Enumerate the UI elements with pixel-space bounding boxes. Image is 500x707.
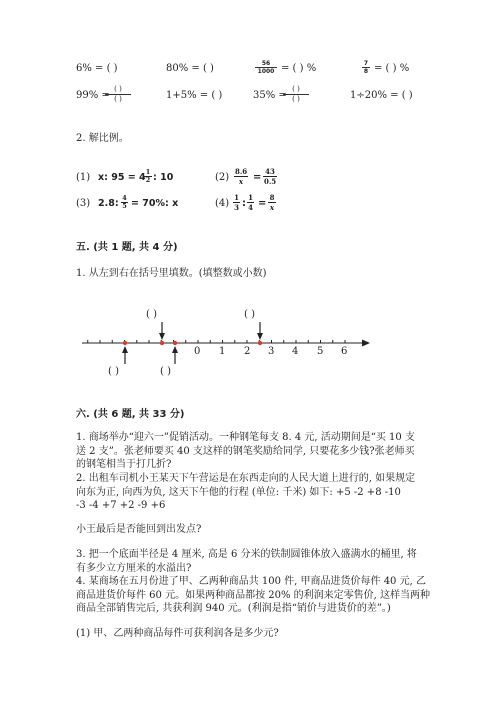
pct-item-6: 1+5% = ( ) [166, 90, 223, 101]
proportion-3-left: 2.8: [98, 198, 119, 209]
fraction-numerator: 1 [145, 168, 151, 176]
point-marker-1 [123, 341, 127, 345]
question-line: 1. 商场举办“迎六一”促销活动。一种钢笔每支 8. 4 元, 活动期间是“买 10 支 [76, 432, 415, 443]
fraction-numerator: 8.6 [235, 167, 248, 176]
proportion-heading: 2. 解比例。 [76, 133, 129, 144]
proportion-1-left: x: 95 = 4 [98, 172, 146, 183]
section-6-question-4-part-1: (1) 甲、乙两种商品每件可获利润各是多少元? [76, 628, 279, 639]
fraction-denominator: x [269, 203, 275, 212]
question-line: 商品进货价每件 60 元。如果两种商品都按 20% 的利润来定零售价, 这样当两种 [76, 589, 431, 601]
blank-bottom-1[interactable]: ( ) [108, 366, 119, 377]
arrow-down-1-head [159, 333, 165, 340]
section-6-question-3 [76, 548, 476, 575]
fraction-numerator: ( ) [283, 85, 309, 95]
section-6-question-2 [76, 472, 476, 513]
fraction-denominator: 1000 [257, 68, 275, 75]
question-line: 的钢笔相当于打几折? [76, 459, 172, 470]
pct-item-3: = ( ) % [281, 63, 317, 74]
pct-item-5-lead: 99% = [76, 90, 110, 101]
question-line: 3. 把一个底面半径是 4 厘米, 高是 6 分米的铁制圆锥体放入盛满水的桶里, 将 [76, 549, 417, 560]
tick-label-5: 5 [317, 346, 324, 357]
fraction-numerator: 56 [255, 60, 277, 68]
tick-label-3: 3 [268, 346, 275, 357]
fraction-numerator: 8 [269, 193, 275, 202]
tick-label-4: 4 [292, 346, 299, 357]
fraction-denominator: 5 [122, 202, 127, 210]
proportion-4-colon: : [242, 198, 246, 209]
fraction-numerator: 43 [263, 167, 277, 177]
proportion-3-right: = 70%: x [131, 198, 179, 209]
question-line: 2. 出租车司机小王某天下午营运是在东西走向的人民大道上进行的, 如果规定 [76, 473, 416, 484]
question-line: 送 2 支”。张老师要买 40 支这样的钢笔奖励给同学, 只要花多少钱?张老师买 [76, 445, 415, 457]
arrow-up-2-head [172, 346, 178, 353]
fraction-denominator: 0.5 [264, 177, 277, 186]
pct-item-1: 6% = ( ) [76, 63, 118, 74]
blank-bottom-2[interactable]: ( ) [160, 366, 171, 377]
tick-label-2: 2 [244, 346, 251, 357]
question-line: 有多少立方厘米的水溢出? [76, 562, 192, 574]
point-marker-2 [160, 341, 164, 345]
pct-item-4: = ( ) % [374, 63, 410, 74]
number-line-arrowhead [362, 340, 370, 347]
fraction-numerator: 1 [234, 193, 239, 202]
fraction-denominator: 8 [363, 68, 369, 75]
fraction-numerator: 1 [248, 193, 253, 202]
tick-label-6: 6 [341, 346, 348, 357]
fraction-denominator: 4 [248, 203, 253, 212]
pct-item-2: 80% = ( ) [166, 63, 214, 74]
question-line: 4. 某商场在五月份进了甲、乙两种商品共 100 件, 甲商品进货价每件 40 元, 乙 [76, 576, 426, 587]
pct-item-8: 1÷20% = ( ) [350, 90, 413, 101]
fraction-numerator: ( ) [105, 85, 131, 95]
section-6-title: 六. (共 6 题, 共 33 分) [76, 409, 185, 420]
question-line: 商品全部销售完后, 共获利润 940 元。(利润是指“销价与进货价的差”。) [76, 603, 391, 614]
point-marker-4 [258, 341, 262, 345]
fraction-denominator: ( ) [114, 95, 122, 103]
section-5-title: 五. (共 1 题, 共 4 分) [76, 242, 178, 253]
fraction-numerator: 7 [363, 60, 369, 67]
proportion-2-label: (2) [215, 172, 230, 183]
proportion-4-label: (4) [215, 198, 230, 209]
proportion-1-right: : 10 [153, 172, 174, 183]
blank-top-1[interactable]: ( ) [146, 309, 157, 320]
fraction-denominator: 3 [234, 203, 239, 212]
fraction-numerator: 4 [122, 194, 127, 202]
section-6-question-1 [76, 431, 476, 472]
proportion-4-equals: = [258, 198, 267, 209]
tick-label-1: 1 [219, 346, 226, 357]
fraction-denominator: ( ) [292, 95, 300, 103]
arrow-up-1-head [122, 346, 128, 353]
section-6-question-2-ask: 小王最后是否能回到出发点? [76, 524, 202, 535]
proportion-3-label: (3) [76, 198, 91, 209]
section-6-question-4 [76, 575, 476, 616]
proportion-2-equals: = [253, 172, 262, 183]
pct-item-7-lead: 35% = [253, 90, 287, 101]
question-line: 向东为正, 向西为负, 这天下午他的行程 (单位: 千米) 如下: +5 -2 +8 -10 [76, 486, 401, 498]
arrow-down-2-head [257, 333, 263, 340]
fraction-denominator: x [238, 177, 244, 186]
blank-top-2[interactable]: ( ) [244, 309, 255, 320]
question-line: -3 -4 +7 +2 -9 +6 [76, 500, 166, 511]
section-5-question-1: 1. 从左到右在括号里填数。(填整数或小数) [76, 268, 267, 279]
point-marker-3 [173, 341, 177, 345]
tick-label-0: 0 [194, 346, 201, 357]
fraction-denominator: 2 [145, 176, 151, 184]
proportion-1-label: (1) [76, 172, 91, 183]
